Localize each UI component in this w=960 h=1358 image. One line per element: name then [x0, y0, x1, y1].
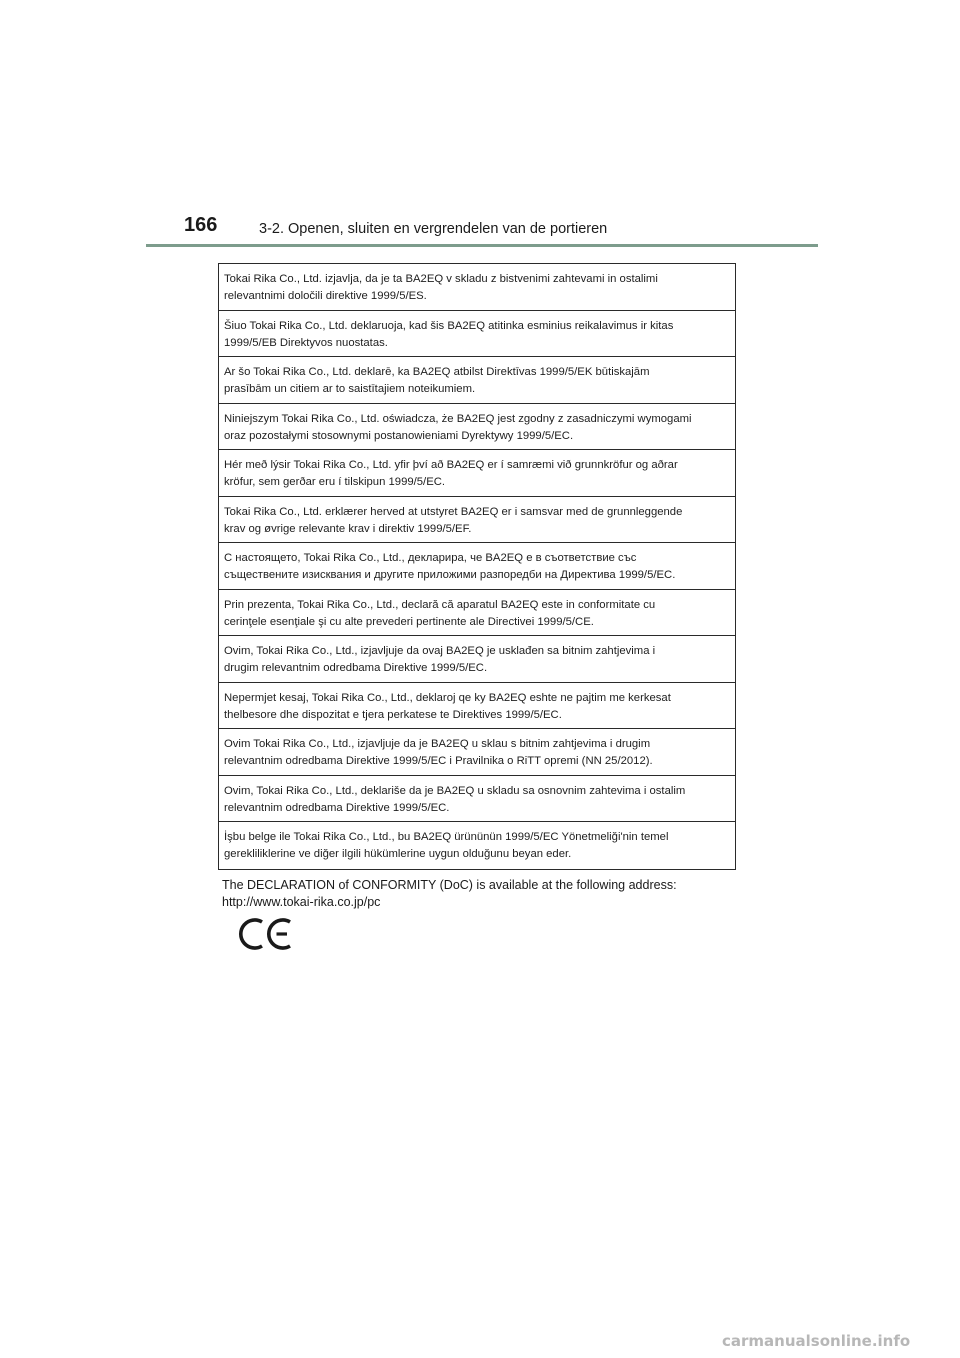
declaration-row-slovenian: [219, 264, 735, 311]
declaration-text: съществените изисквания и другите приложими разпоредби на Директива 1999/5/ЕС.: [224, 569, 676, 581]
declaration-row-lithuanian: [219, 311, 735, 358]
declaration-text: Šiuo Tokai Rika Co., Ltd. deklaruoja, kad šis BA2EQ atitinka esminius reikalavimus ir kitas: [224, 319, 674, 332]
page-number: 166: [184, 214, 218, 236]
declaration-text: cerinţele esenţiale şi cu alte prevederi pertinente ale Directivei 1999/5/CE.: [224, 615, 594, 628]
declaration-text: krav og øvrige relevante krav i direktiv 1999/5/EF.: [224, 522, 472, 535]
declaration-text: Ovim, Tokai Rika Co., Ltd., izjavljuje da ovaj BA2EQ je usklađen sa bitnim zahtjevima i: [224, 645, 656, 657]
declaration-text: relevantnim odredbama Direktive 1999/5/EC.: [224, 801, 450, 814]
declaration-row-bosnian: [219, 636, 735, 683]
page-header: [146, 210, 818, 246]
declaration-text: С настоящето, Tokai Rika Co., Ltd., декларира, че BA2EQ е в съответствие със: [224, 552, 637, 564]
declaration-text: Ovim, Tokai Rika Co., Ltd., deklariše da je BA2EQ u skladu sa osnovnim zahtevima i ostalim: [224, 784, 686, 797]
declaration-text: relevantnim odredbama Direktive 1999/5/EC i Pravilnika o RiTT opremi (NN 25/2012).: [224, 755, 653, 767]
declaration-table: [218, 263, 736, 870]
declaration-text: Hér með lýsir Tokai Rika Co., Ltd. yfir því að BA2EQ er í samræmi við grunnkröfur og aðrar: [224, 459, 678, 471]
doc-url-link[interactable]: http://www.tokai-rika.co.jp/pc: [222, 895, 381, 909]
declaration-row-bulgarian: [219, 543, 735, 590]
declaration-text: Tokai Rika Co., Ltd. erklærer herved at utstyret BA2EQ er i samsvar med de grunnleggende: [224, 505, 683, 518]
declaration-text: prasībām un citiem ar to saistītajiem noteikumiem.: [224, 383, 476, 395]
declaration-text: İşbu belge ile Tokai Rika Co., Ltd., bu BA2EQ ürününün 1999/5/EC Yönetmeliği'nin temel: [224, 831, 669, 843]
declaration-text: oraz pozostałymi stosownymi postanowieniami Dyrektywy 1999/5/EC.: [224, 429, 574, 442]
doc-note-text: The DECLARATION of CONFORMITY (DoC) is available at the following address:: [222, 878, 677, 892]
declaration-text: kröfur, sem gerðar eru í tilskipun 1999/5/EC.: [224, 476, 446, 488]
declaration-text: Ovim Tokai Rika Co., Ltd., izjavljuje da je BA2EQ u sklau s bitnim zahtjevima i drugim: [224, 738, 651, 750]
ce-mark-icon: [236, 916, 296, 952]
declaration-text: Ar šo Tokai Rika Co., Ltd. deklarē, ka BA2EQ atbilst Direktīvas 1999/5/EK būtiskajām: [224, 366, 650, 378]
declaration-text: drugim relevantnim odredbama Direktive 1999/5/EC.: [224, 662, 488, 674]
declaration-row-turkish: [219, 822, 735, 869]
declaration-text: relevantnimi določili direktive 1999/5/ES.: [224, 290, 427, 302]
declaration-text: Nepermjet kesaj, Tokai Rika Co., Ltd., deklaroj qe ky BA2EQ eshte ne pajtim me kerkesat: [224, 691, 671, 704]
declaration-text: thelbesore dhe dispozitat e tjera perkatese te Direktives 1999/5/EC.: [224, 708, 562, 721]
declaration-text: Niniejszym Tokai Rika Co., Ltd. oświadcza, że BA2EQ jest zgodny z zasadniczymi wymogami: [224, 412, 692, 425]
declaration-row-latvian: [219, 357, 735, 404]
declaration-text: Prin prezenta, Tokai Rika Co., Ltd., declară că aparatul BA2EQ este in conformitate cu: [224, 598, 656, 611]
section-title: 3-2. Openen, sluiten en vergrendelen van de portieren: [259, 221, 608, 237]
declaration-text: Tokai Rika Co., Ltd. izjavlja, da je ta BA2EQ v skladu z bistvenimi zahtevami in ostalimi: [224, 273, 658, 285]
header-rule: [146, 244, 818, 247]
doc-availability-note: [222, 877, 742, 911]
declaration-text: 1999/5/EB Direktyvos nuostatas.: [224, 336, 388, 349]
declaration-row-albanian: [219, 683, 735, 730]
declaration-row-serbian: [219, 776, 735, 823]
declaration-row-polish: [219, 404, 735, 451]
declaration-text: gerekliliklerine ve diğer ilgili hükümlerine uygun olduğunu beyan eder.: [224, 848, 572, 860]
declaration-row-croatian: [219, 729, 735, 776]
footer-watermark: carmanualsonline.info: [722, 1332, 911, 1350]
declaration-row-icelandic: [219, 450, 735, 497]
declaration-row-romanian: [219, 590, 735, 637]
declaration-row-norwegian: [219, 497, 735, 544]
